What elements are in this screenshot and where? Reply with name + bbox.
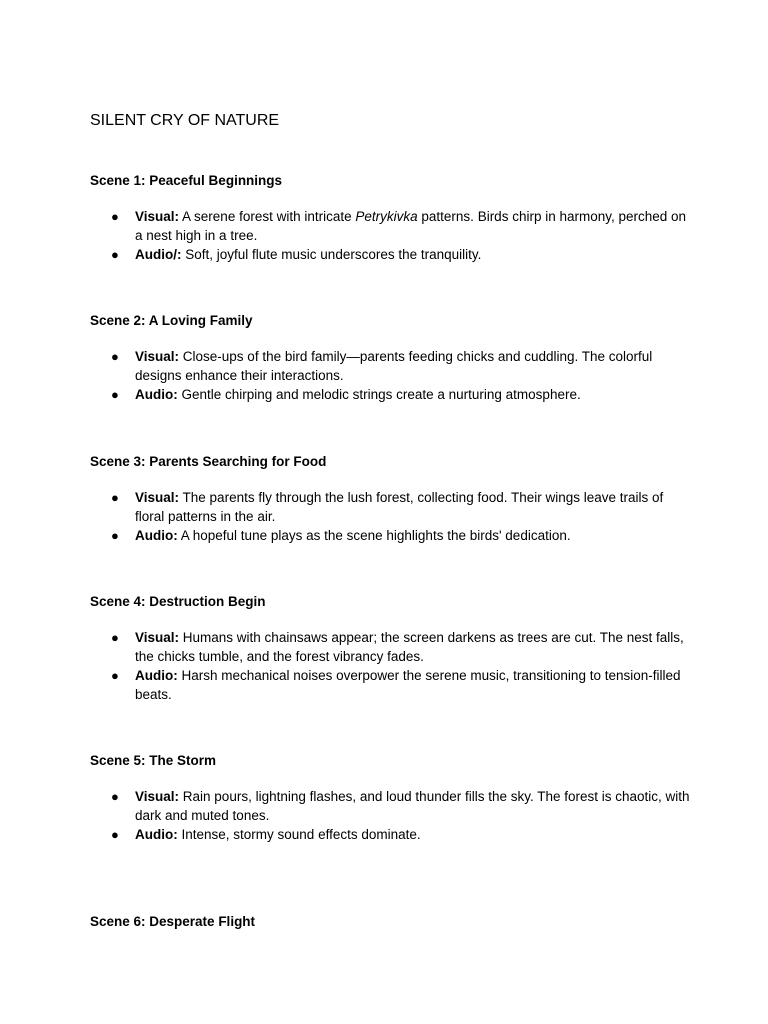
visual-label: Visual: bbox=[135, 630, 180, 645]
audio-label: Audio: bbox=[135, 528, 178, 543]
visual-italic-text: Petrykivka bbox=[355, 209, 418, 224]
audio-text: A hopeful tune plays as the scene highlights the birds' dedication. bbox=[177, 528, 571, 543]
visual-bullet bbox=[90, 207, 690, 245]
visual-label: Visual: bbox=[135, 490, 180, 505]
visual-text: A serene forest with intricate bbox=[179, 209, 356, 224]
visual-label: Visual: bbox=[135, 789, 180, 804]
scene-heading: Scene 3: Parents Searching for Food bbox=[90, 454, 327, 469]
scene-bullet-list bbox=[90, 347, 690, 404]
scene-bullet-list bbox=[90, 207, 690, 264]
audio-text: Harsh mechanical noises overpower the serene music, transitioning to tension-filled beats. bbox=[135, 668, 681, 702]
audio-text: Gentle chirping and melodic strings create a nurturing atmosphere. bbox=[177, 387, 581, 402]
audio-label: Audio/: bbox=[135, 247, 182, 262]
audio-label: Audio: bbox=[135, 827, 178, 842]
visual-bullet bbox=[90, 628, 690, 666]
bullet-icon: ● bbox=[111, 630, 119, 645]
audio-bullet bbox=[90, 666, 690, 704]
scene-heading: Scene 6: Desperate Flight bbox=[90, 914, 256, 929]
visual-text-continued: patterns. Birds chirp in harmony, perched on a nest high in a tree. bbox=[135, 209, 687, 243]
scene-bullet-list bbox=[90, 787, 690, 844]
bullet-icon: ● bbox=[111, 827, 119, 842]
audio-bullet bbox=[90, 526, 690, 545]
scene-heading: Scene 2: A Loving Family bbox=[90, 313, 253, 328]
bullet-icon: ● bbox=[111, 789, 119, 804]
scene-bullet-list bbox=[90, 488, 690, 545]
visual-bullet bbox=[90, 347, 690, 385]
scene-5 bbox=[90, 753, 690, 844]
scene-4 bbox=[90, 594, 690, 704]
scene-heading: Scene 5: The Storm bbox=[90, 753, 217, 768]
bullet-icon: ● bbox=[111, 490, 119, 505]
document-title: SILENT CRY OF NATURE bbox=[90, 112, 280, 129]
scene-heading: Scene 4: Destruction Begin bbox=[90, 594, 266, 609]
visual-bullet bbox=[90, 488, 690, 526]
audio-bullet bbox=[90, 825, 690, 844]
visual-text: The parents fly through the lush forest, collecting food. Their wings leave trails of floral patterns in the air. bbox=[135, 490, 664, 524]
bullet-icon: ● bbox=[111, 668, 119, 683]
audio-bullet bbox=[90, 245, 690, 264]
visual-label: Visual: bbox=[135, 349, 180, 364]
audio-label: Audio: bbox=[135, 387, 178, 402]
scene-2 bbox=[90, 313, 690, 404]
scene-1 bbox=[90, 173, 690, 264]
visual-label: Visual: bbox=[135, 209, 180, 224]
audio-text: Soft, joyful flute music underscores the tranquility. bbox=[181, 247, 482, 262]
bullet-icon: ● bbox=[111, 247, 119, 262]
scene-heading: Scene 1: Peaceful Beginnings bbox=[90, 173, 283, 188]
scene-6 bbox=[90, 914, 690, 930]
audio-bullet bbox=[90, 385, 690, 404]
visual-text: Close-ups of the bird family—parents feeding chicks and cuddling. The colorful designs enhance their interactions. bbox=[135, 349, 653, 383]
bullet-icon: ● bbox=[111, 349, 119, 364]
bullet-icon: ● bbox=[111, 528, 119, 543]
bullet-icon: ● bbox=[111, 209, 119, 224]
visual-bullet bbox=[90, 787, 690, 825]
visual-text: Humans with chainsaws appear; the screen darkens as trees are cut. The nest falls, the chicks tumble, and the forest vibrancy fades. bbox=[135, 630, 684, 664]
bullet-icon: ● bbox=[111, 387, 119, 402]
audio-text: Intense, stormy sound effects dominate. bbox=[177, 827, 421, 842]
scene-bullet-list bbox=[90, 628, 690, 704]
visual-text: Rain pours, lightning flashes, and loud thunder fills the sky. The forest is chaotic, with dark and muted tones. bbox=[135, 789, 690, 823]
scene-3 bbox=[90, 454, 690, 545]
audio-label: Audio: bbox=[135, 668, 178, 683]
